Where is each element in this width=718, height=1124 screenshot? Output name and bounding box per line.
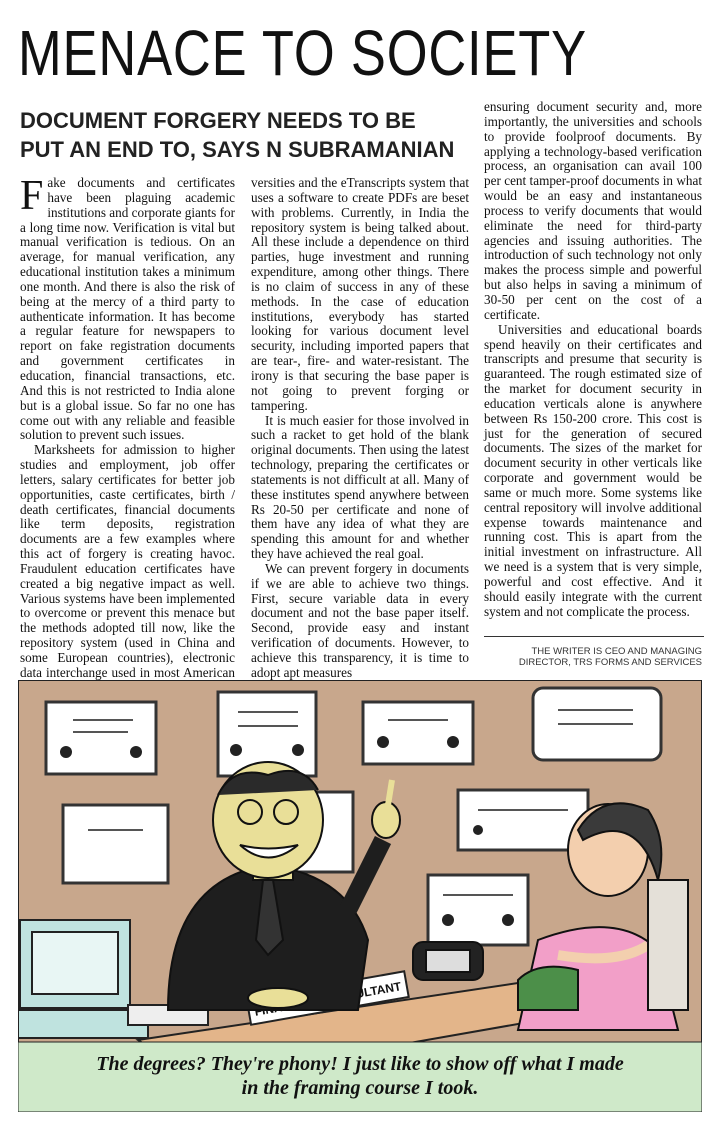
paragraph: Marksheets for admission to higher studies and employment, job offer letters, salary certificates for better job opportunities, caste certificates, birth / death certificates, financial documents like term deposits, registration documents are a few examples where this act of forgery is creating havoc. Fraudulent education certificates have created a big negative impact as well. Various systems have been implemented to overcome or prevent this menace but the methods adopted till now, like the repository system (used in China and some European countries), electronic data interchange used in most American xyxy=(20,442,235,680)
article-column-1 xyxy=(20,173,235,696)
paragraph xyxy=(20,173,235,443)
paragraph-text: ake documents and certificates have been plaguing academic institutions and corporate giants for a long time now. Verification is vital but manual verification is tedious. On an average, for manual verification, any educational institution takes a minimum one month. And there is also the risk of being at the mercy of a third party to authenticate information. It has become a regular feature for newspapers to report on fake registration documents and government certificates in education, financial transactions, etc. And this is not restricted to India alone but is a global issue. So far no one has come out with any reliable and feasible solution to prevent such issues. xyxy=(20,175,235,443)
article-column-2 xyxy=(251,176,469,681)
paragraph: Universities and educational boards spend heavily on their certificates and transcripts and presume that security is guaranteed. The rough estimated size of the market for document security in education verticals alone is anywhere between Rs 150-200 crore. This cost is just for the generation of secured documents. The sizes of the market for document security in other verticals like corporate and government would be same or much more. Some systems like central repository will involve additional expense towards maintenance and running cost. This is apart from the initial investment on infrastructure. All we need is a system that is very simple, powerful and cost effective. And it should easily integrate with the current system and not complicate the process. xyxy=(484,321,702,619)
caption-line: in the framing course I took. xyxy=(241,1077,479,1099)
article-column-3 xyxy=(484,100,702,620)
caption-line: The degrees? They're phony! I just like to show off what I made xyxy=(96,1053,624,1075)
author-byline: THE WRITER IS CEO AND MANAGING DIRECTOR, TRS FORMS AND SERVICES xyxy=(518,646,702,668)
subhead-text: DOCUMENT FORGERY NEEDS TO BE PUT AN END TO, SAYS xyxy=(20,108,416,162)
paragraph: We can prevent forgery in documents if we are able to achieve two things. First, secure variable data in every document and not the base paper itself. Second, provide easy and instant verification of documents. However, to achieve this transparency, it is time to adopt apt measures xyxy=(251,560,469,680)
telephone xyxy=(413,942,483,980)
headline: MENACE TO SOCIETY xyxy=(18,17,587,89)
author-name: N SUBRAMANIAN xyxy=(266,137,455,162)
paragraph: It is much easier for those involved in such a racket to get hold of the blank original documents. Then using the latest technology, preparing the certificates or statements is not difficult at all. Many of these institutes spend anywhere between Rs 20-50 per certificate and none of them have any idea of what they are spending this amount for and whether they have achieved the real goal. xyxy=(251,412,469,562)
byline-divider xyxy=(484,636,704,637)
drop-cap: F xyxy=(20,173,44,219)
cartoon-illustration xyxy=(18,680,702,1112)
paragraph: ensuring document security and, more importantly, the universities and schools to provide foolproof documents. By applying a technology-based verification process, an organisation can avail 100 per cent tamper-proof documents in what would be an easy and instantaneous process to verify documents that would eliminate the need for third-party agencies and issuing authorities. The introduction of such technology not only makes the process simple and powerful but also helps in saving a minimum of 30-50 per cent on the cost of a certificate. xyxy=(484,99,702,322)
paragraph: versities and the eTranscripts system that uses a software to create PDFs are beset with problems. Currently, in India the repository system is being talked about. All these include a dependence on third parties, huge investment and running expenditure, among other things. There is no claim of success in any of these methods. In the case of education institutions, everybody has started looking for various document level security, including imported papers that are tear-, fire- and water-resistant. The irony is that securing the base paper is not going to prevent forging or tampering. xyxy=(251,175,469,413)
cartoon-caption xyxy=(18,1052,702,1100)
subheadline xyxy=(20,106,465,164)
